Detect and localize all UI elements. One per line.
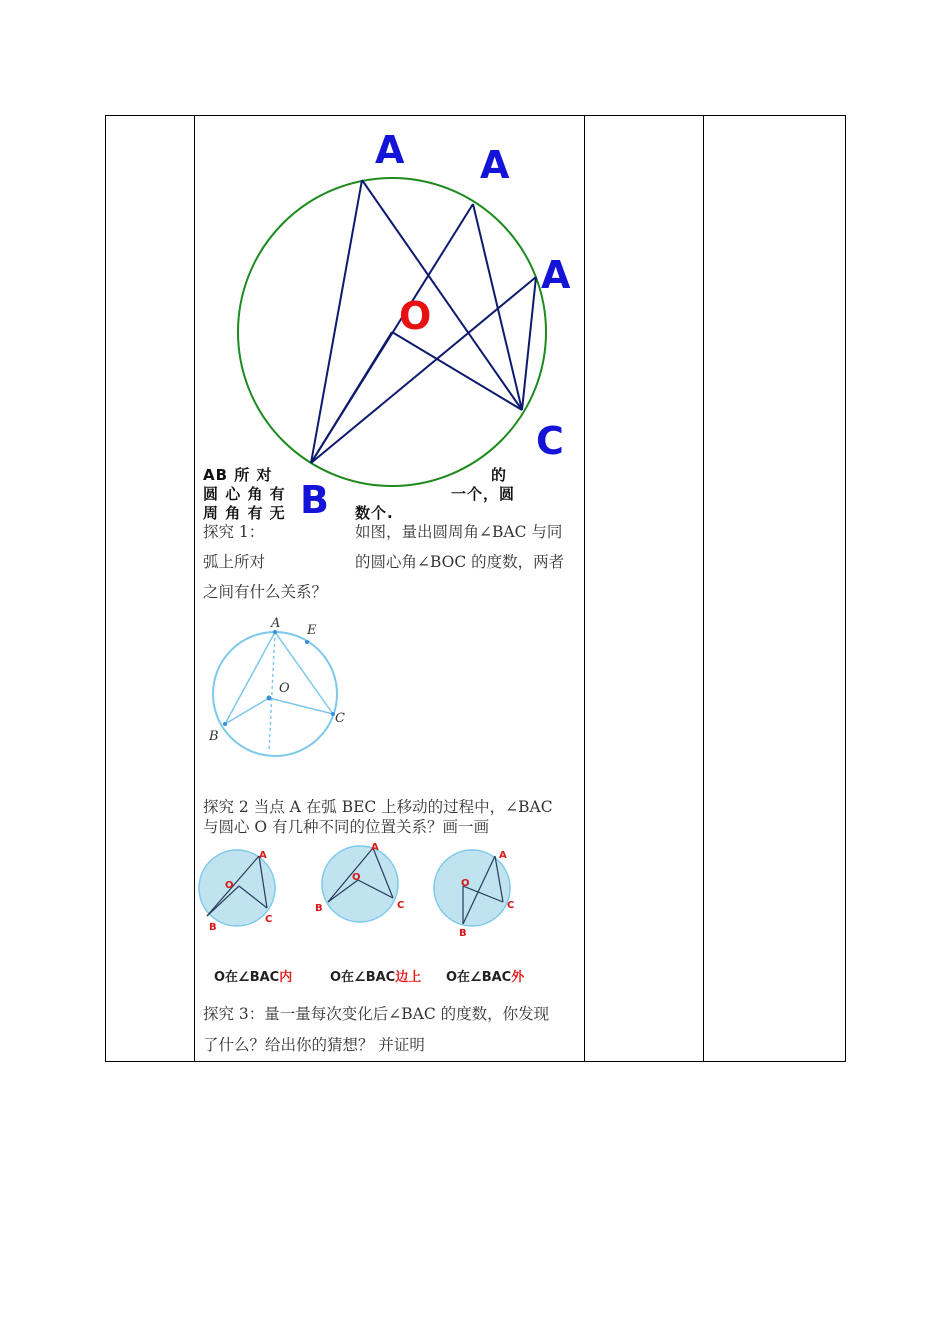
fig2-o1: O: [225, 880, 234, 891]
explore2-line1: 探究 2 当点 A 在弧 BEC 上移动的过程中，∠BAC: [203, 798, 553, 816]
caption-outside: O在∠BAC外: [446, 970, 525, 985]
overlay-row3-right: 数个.: [355, 504, 394, 522]
point-c-label: C: [536, 419, 564, 463]
overlay-row2-right: 一个，圆: [451, 485, 516, 503]
explore1-line2-right: 的圆心角∠BOC 的度数，两者: [355, 553, 565, 571]
fig2-o2: O: [352, 872, 361, 883]
center-o-label: O: [399, 294, 432, 338]
point-b-label: B: [300, 478, 329, 522]
figure2-circles: [195, 840, 555, 950]
fig2-b1: B: [209, 922, 217, 933]
overlay-row2-left: 圆 心 角 有: [203, 485, 286, 503]
fig2-a2: A: [371, 842, 379, 853]
fig2-o3: O: [461, 878, 470, 889]
explore1-line3: 之间有什么关系？: [203, 583, 328, 601]
explore1-line1-right: 如图，量出圆周角∠BAC 与同: [355, 523, 563, 541]
chord-a2-c: [473, 204, 522, 410]
caption-inside: O在∠BAC内: [214, 970, 293, 985]
radius-oc: [392, 332, 522, 410]
fig1-label-a: A: [271, 616, 281, 631]
fig1-label-b: B: [209, 729, 219, 744]
figure1-circle: [205, 612, 355, 757]
explore1-line2-left: 弧上所对: [203, 553, 266, 571]
fig2-a3: A: [499, 850, 507, 861]
fig2-c2: C: [397, 900, 405, 911]
explore2-line2: 与圆心 O 有几种不同的位置关系？画一画: [203, 818, 490, 836]
fig1-label-e: E: [307, 623, 317, 638]
fig2-b3: B: [459, 928, 467, 939]
caption-on-edge: O在∠BAC边上: [330, 970, 422, 985]
chord-a1-c: [362, 180, 522, 410]
fig2-c1: C: [265, 914, 273, 925]
explore1-line1-left: 探究 1：: [203, 523, 265, 541]
point-a1-label: A: [375, 128, 405, 172]
explore3-line2: 了什么？给出你的猜想？ 并证明: [203, 1036, 425, 1054]
point-a3-label: A: [541, 253, 571, 297]
fig1-label-o: O: [279, 681, 290, 696]
fig2-a1: A: [259, 850, 267, 861]
explore3-line1: 探究 3：量一量每次变化后∠BAC 的度数，你发现: [203, 1005, 550, 1023]
fig2-c3: C: [507, 900, 515, 911]
point-a2-label: A: [480, 143, 510, 187]
fig2-b2: B: [315, 903, 323, 914]
overlay-row3-left: 周 角 有 无: [203, 504, 286, 522]
fig1-label-c: C: [335, 711, 345, 726]
overlay-row1-left: AB 所 对: [203, 466, 273, 484]
overlay-row1-right: 的: [491, 466, 508, 484]
